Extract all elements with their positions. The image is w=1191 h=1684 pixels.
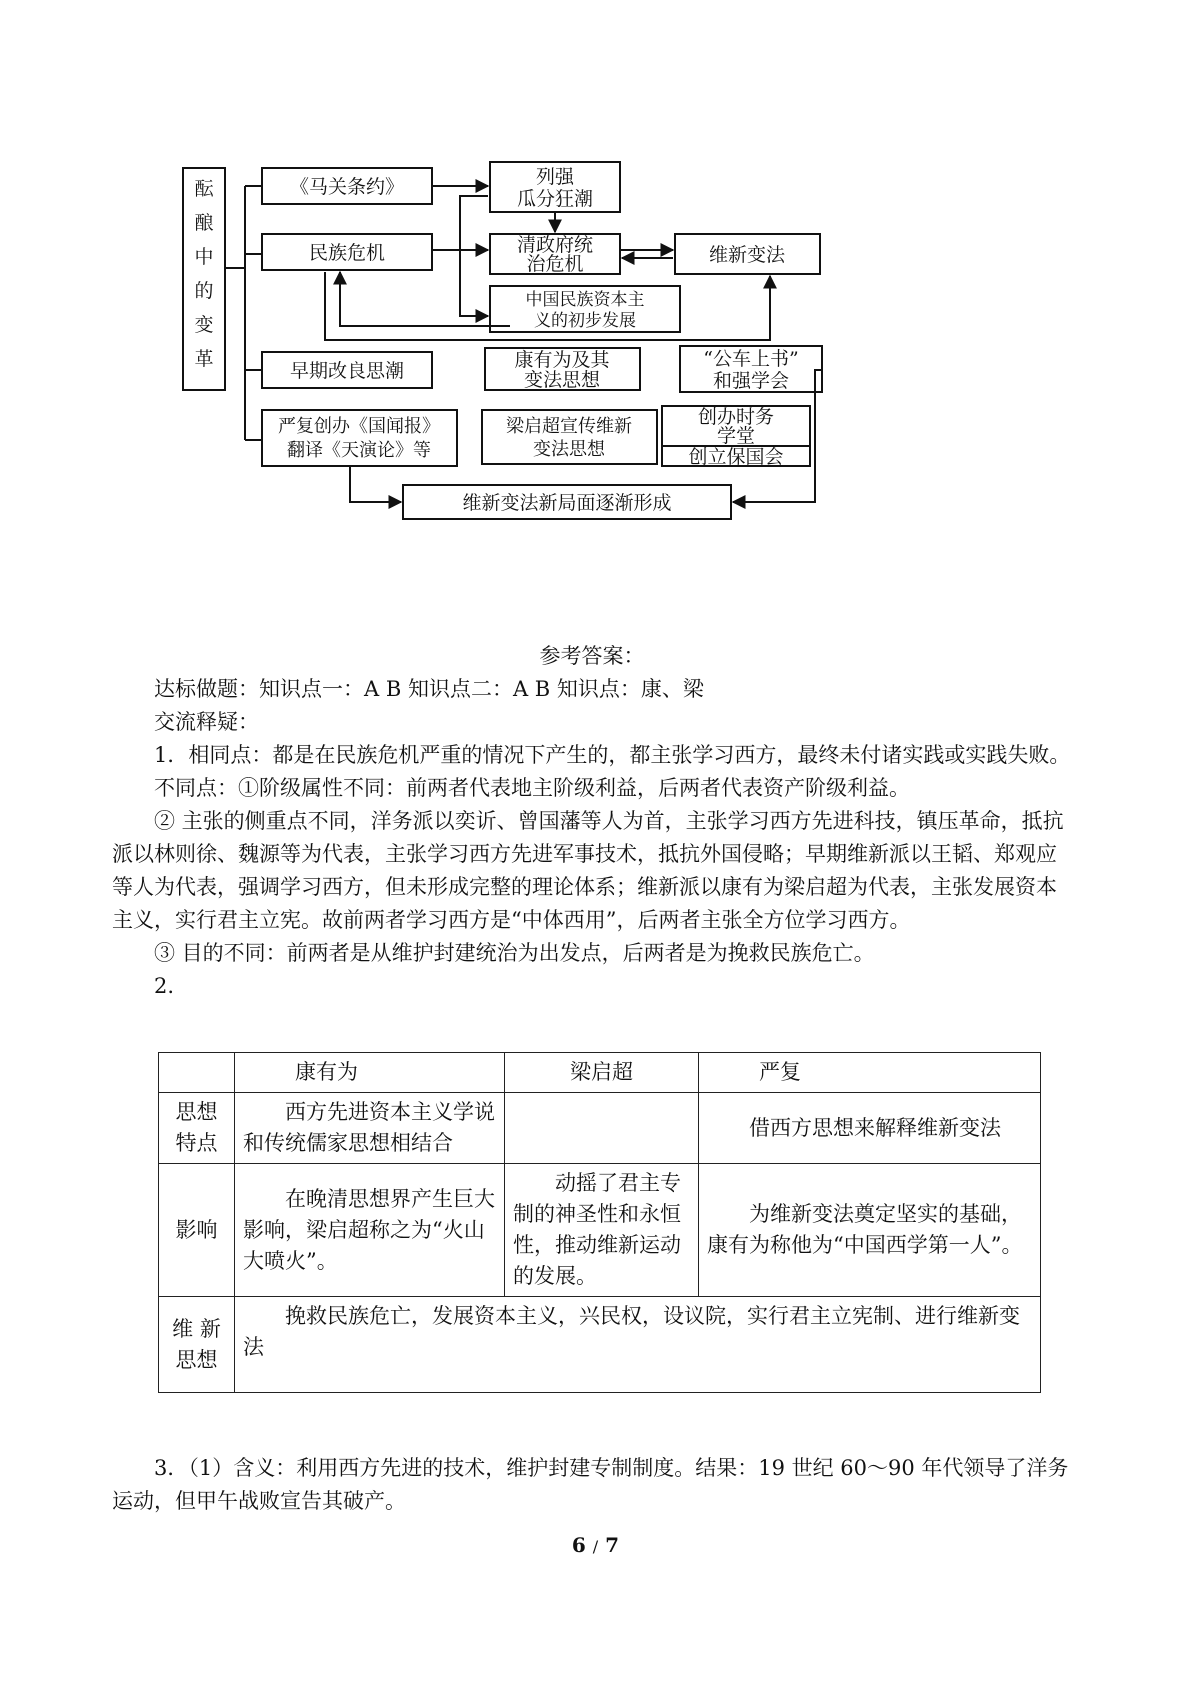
table-cell: 在晚清思想界产生巨大影响，梁启超称之为“火山大喷火”。 bbox=[235, 1164, 505, 1297]
answers-title: 参考答案： bbox=[539, 644, 645, 668]
table-cell: 为维新变法奠定坚实的基础，康有为称他为“中国西学第一人”。 bbox=[699, 1164, 1041, 1297]
page-number bbox=[0, 1533, 1191, 1557]
label-weixin: 维新变法 bbox=[708, 244, 786, 266]
side-title-char: 的 bbox=[194, 280, 214, 302]
table-header: 梁启超 bbox=[505, 1053, 699, 1093]
flow-diagram bbox=[0, 0, 1191, 544]
label-newform: 维新变法新局面逐渐形成 bbox=[462, 492, 672, 514]
label-shiwu-1: 创办时务 bbox=[697, 406, 775, 428]
table-header-row bbox=[159, 1053, 1041, 1093]
table-header: 康有为 bbox=[235, 1053, 505, 1093]
table-cell: 动摇了君主专制的神圣性和永恒性，推动维新运动的发展。 bbox=[505, 1164, 699, 1297]
label-shiwu-2: 学堂 bbox=[716, 425, 756, 447]
answer-paragraph: 3．（1）含义：利用西方先进的技术，维护封建专制制度。结果：19 世纪 60～90 年代领导了洋务运动，但甲午战败宣告其破产。 bbox=[112, 1456, 1069, 1513]
answers-section bbox=[112, 640, 1072, 1003]
comparison-table bbox=[158, 1052, 1041, 1393]
table-cell: 借西方思想来解释维新变法 bbox=[699, 1093, 1041, 1164]
answer-paragraph: 1．相同点：都是在民族危机严重的情况下产生的，都主张学习西方，最终未付诸实践或实践失败。 bbox=[154, 743, 1071, 767]
label-liang-2: 变法思想 bbox=[533, 439, 605, 460]
row-label: 影响 bbox=[159, 1164, 235, 1297]
answer-line: 达标做题：知识点一：A B 知识点二：A B 知识点：康、梁 bbox=[154, 677, 704, 701]
label-minzu: 民族危机 bbox=[308, 242, 386, 264]
table-row bbox=[159, 1297, 1041, 1393]
label-yanfu-2: 翻译《天演论》等 bbox=[287, 440, 431, 461]
page-current: 6 bbox=[571, 1533, 586, 1557]
label-zaoqi: 早期改良思潮 bbox=[289, 360, 405, 382]
answer-paragraph: ③ 目的不同：前两者是从维护封建统治为出发点，后两者是为挽救民族危亡。 bbox=[154, 941, 875, 965]
answer-paragraph: 不同点：①阶级属性不同：前两者代表地主阶级利益，后两者代表资产阶级利益。 bbox=[154, 776, 910, 800]
answer-paragraph: ② 主张的侧重点不同，洋务派以奕䜣、曾国藩等人为首，主张学习西方先进科技，镇压革命，抵抗派以林则徐、魏源等为代表，主张学习西方先进军事技术，抵抗外国侵略；早期维新派以王韬、郑观应等人为代表，强调学习西方，但未形成完整的理论体系；维新派以康有为梁启超为代表，主张发展资本主义，实行君主立宪。故前两者学习西方是“中体西用”，后两者主张全方位学习西方。 bbox=[112, 809, 1064, 932]
label-kang-2: 变法思想 bbox=[523, 369, 601, 391]
side-title-char: 中 bbox=[194, 246, 214, 268]
label-baoguo: 创立保国会 bbox=[688, 446, 784, 468]
label-capital-1: 中国民族资本主 bbox=[525, 290, 645, 310]
answer-line: 交流释疑： bbox=[154, 710, 259, 734]
table-cell: 西方先进资本主义学说和传统儒家思想相结合 bbox=[235, 1093, 505, 1164]
side-title-char: 酿 bbox=[194, 212, 214, 234]
page-separator: / bbox=[592, 1537, 599, 1556]
label-qing-1: 清政府统 bbox=[516, 234, 594, 256]
table-row bbox=[159, 1164, 1041, 1297]
table-cell bbox=[505, 1093, 699, 1164]
label-kang-1: 康有为及其 bbox=[514, 349, 610, 371]
label-liang-1: 梁启超宣传维新 bbox=[506, 416, 632, 437]
side-title-char: 酝 bbox=[194, 178, 214, 200]
row-label: 维 新 思想 bbox=[159, 1297, 235, 1393]
label-liqiang-1: 列强 bbox=[535, 166, 575, 188]
label-yanfu-1: 严复创办《国闻报》 bbox=[278, 416, 440, 437]
label-qing-2: 治危机 bbox=[526, 253, 584, 275]
label-gongche-1: “公车上书” bbox=[703, 348, 799, 370]
label-gongche-2: 和强学会 bbox=[712, 370, 790, 392]
table-cell: 挽救民族危亡，发展资本主义，兴民权，设议院，实行君主立宪制、进行维新变法 bbox=[235, 1297, 1041, 1393]
table-header: 严复 bbox=[699, 1053, 1041, 1093]
table-header bbox=[159, 1053, 235, 1093]
table-row bbox=[159, 1093, 1041, 1164]
row-label: 思想特点 bbox=[159, 1093, 235, 1164]
side-title-char: 革 bbox=[194, 348, 214, 370]
label-capital-2: 义的初步发展 bbox=[534, 311, 636, 331]
page-total: 7 bbox=[605, 1533, 620, 1557]
label-liqiang-2: 瓜分狂潮 bbox=[516, 188, 594, 210]
question-3 bbox=[112, 1452, 1072, 1518]
side-title-char: 变 bbox=[194, 314, 214, 336]
label-maguan: 《马关条约》 bbox=[289, 176, 405, 198]
answer-line: 2. bbox=[154, 974, 175, 998]
